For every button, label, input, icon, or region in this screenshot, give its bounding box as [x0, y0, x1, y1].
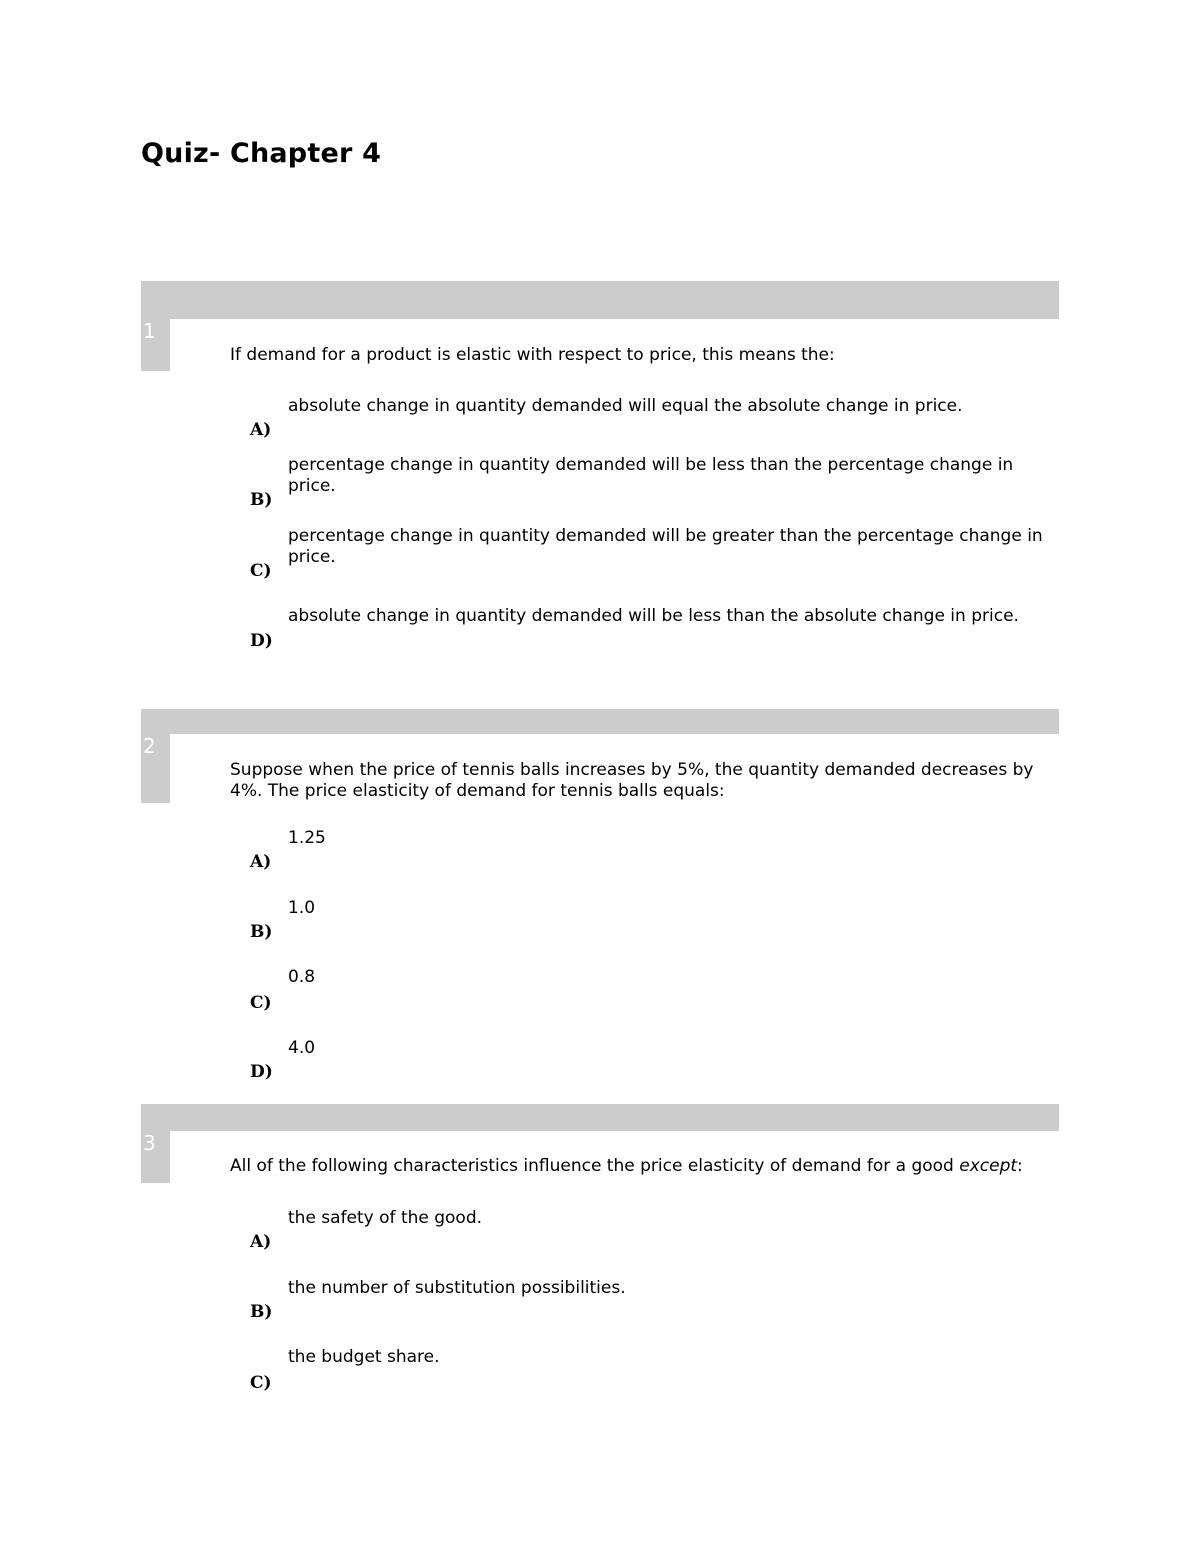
question-3-option-b-letter[interactable]: B): [250, 1302, 273, 1322]
question-2-header-bar: [141, 709, 1059, 734]
question-1-option-c-text[interactable]: percentage change in quantity demanded will be greater than the percentage change in price.: [288, 526, 1043, 567]
question-3-number: 3: [141, 1131, 170, 1183]
page-title: Quiz- Chapter 4: [141, 138, 382, 169]
question-1-option-a-letter[interactable]: A): [250, 420, 272, 440]
question-2-option-b-text[interactable]: 1.0: [288, 898, 316, 918]
question-2-option-d-text[interactable]: 4.0: [288, 1038, 316, 1058]
question-3-text-emphasis: except: [959, 1156, 1018, 1176]
question-2-option-c-letter[interactable]: C): [250, 993, 272, 1013]
question-1-option-c-letter[interactable]: C): [250, 561, 272, 581]
question-1-option-d-letter[interactable]: D): [250, 631, 273, 651]
question-3-option-a-text[interactable]: the safety of the good.: [288, 1208, 483, 1228]
question-2-text: Suppose when the price of tennis balls increases by 5%, the quantity demanded decreases by 4%. The price elasticity of demand for tennis balls equals:: [230, 760, 1034, 801]
question-2-option-c-text[interactable]: 0.8: [288, 967, 316, 987]
question-2-option-a-letter[interactable]: A): [250, 852, 272, 872]
question-3-option-a-letter[interactable]: A): [250, 1232, 272, 1252]
question-1-option-a-text[interactable]: absolute change in quantity demanded will equal the absolute change in price.: [288, 396, 963, 416]
question-3-text-end: :: [1017, 1156, 1023, 1176]
question-3-option-b-text[interactable]: the number of substitution possibilities.: [288, 1278, 626, 1298]
question-1-header-bar: [141, 281, 1059, 319]
question-2-option-a-text[interactable]: 1.25: [288, 828, 326, 848]
question-1-number: 1: [141, 319, 170, 371]
question-3-option-c-letter[interactable]: C): [250, 1373, 272, 1393]
question-1-option-b-letter[interactable]: B): [250, 490, 273, 510]
question-1-text: If demand for a product is elastic with respect to price, this means the:: [230, 345, 835, 365]
question-3-option-c-text[interactable]: the budget share.: [288, 1347, 440, 1367]
question-3-text-main: All of the following characteristics influence the price elasticity of demand for a good: [230, 1156, 960, 1176]
question-2-option-b-letter[interactable]: B): [250, 922, 273, 942]
question-2-number: 2: [141, 734, 170, 803]
question-3-header-bar: [141, 1104, 1059, 1131]
question-1-option-b-text[interactable]: percentage change in quantity demanded will be less than the percentage change in price.: [288, 455, 1014, 496]
question-1-option-d-text[interactable]: absolute change in quantity demanded will be less than the absolute change in price.: [288, 606, 1019, 626]
question-2-option-d-letter[interactable]: D): [250, 1062, 273, 1082]
question-3-text: [230, 1156, 1060, 1177]
